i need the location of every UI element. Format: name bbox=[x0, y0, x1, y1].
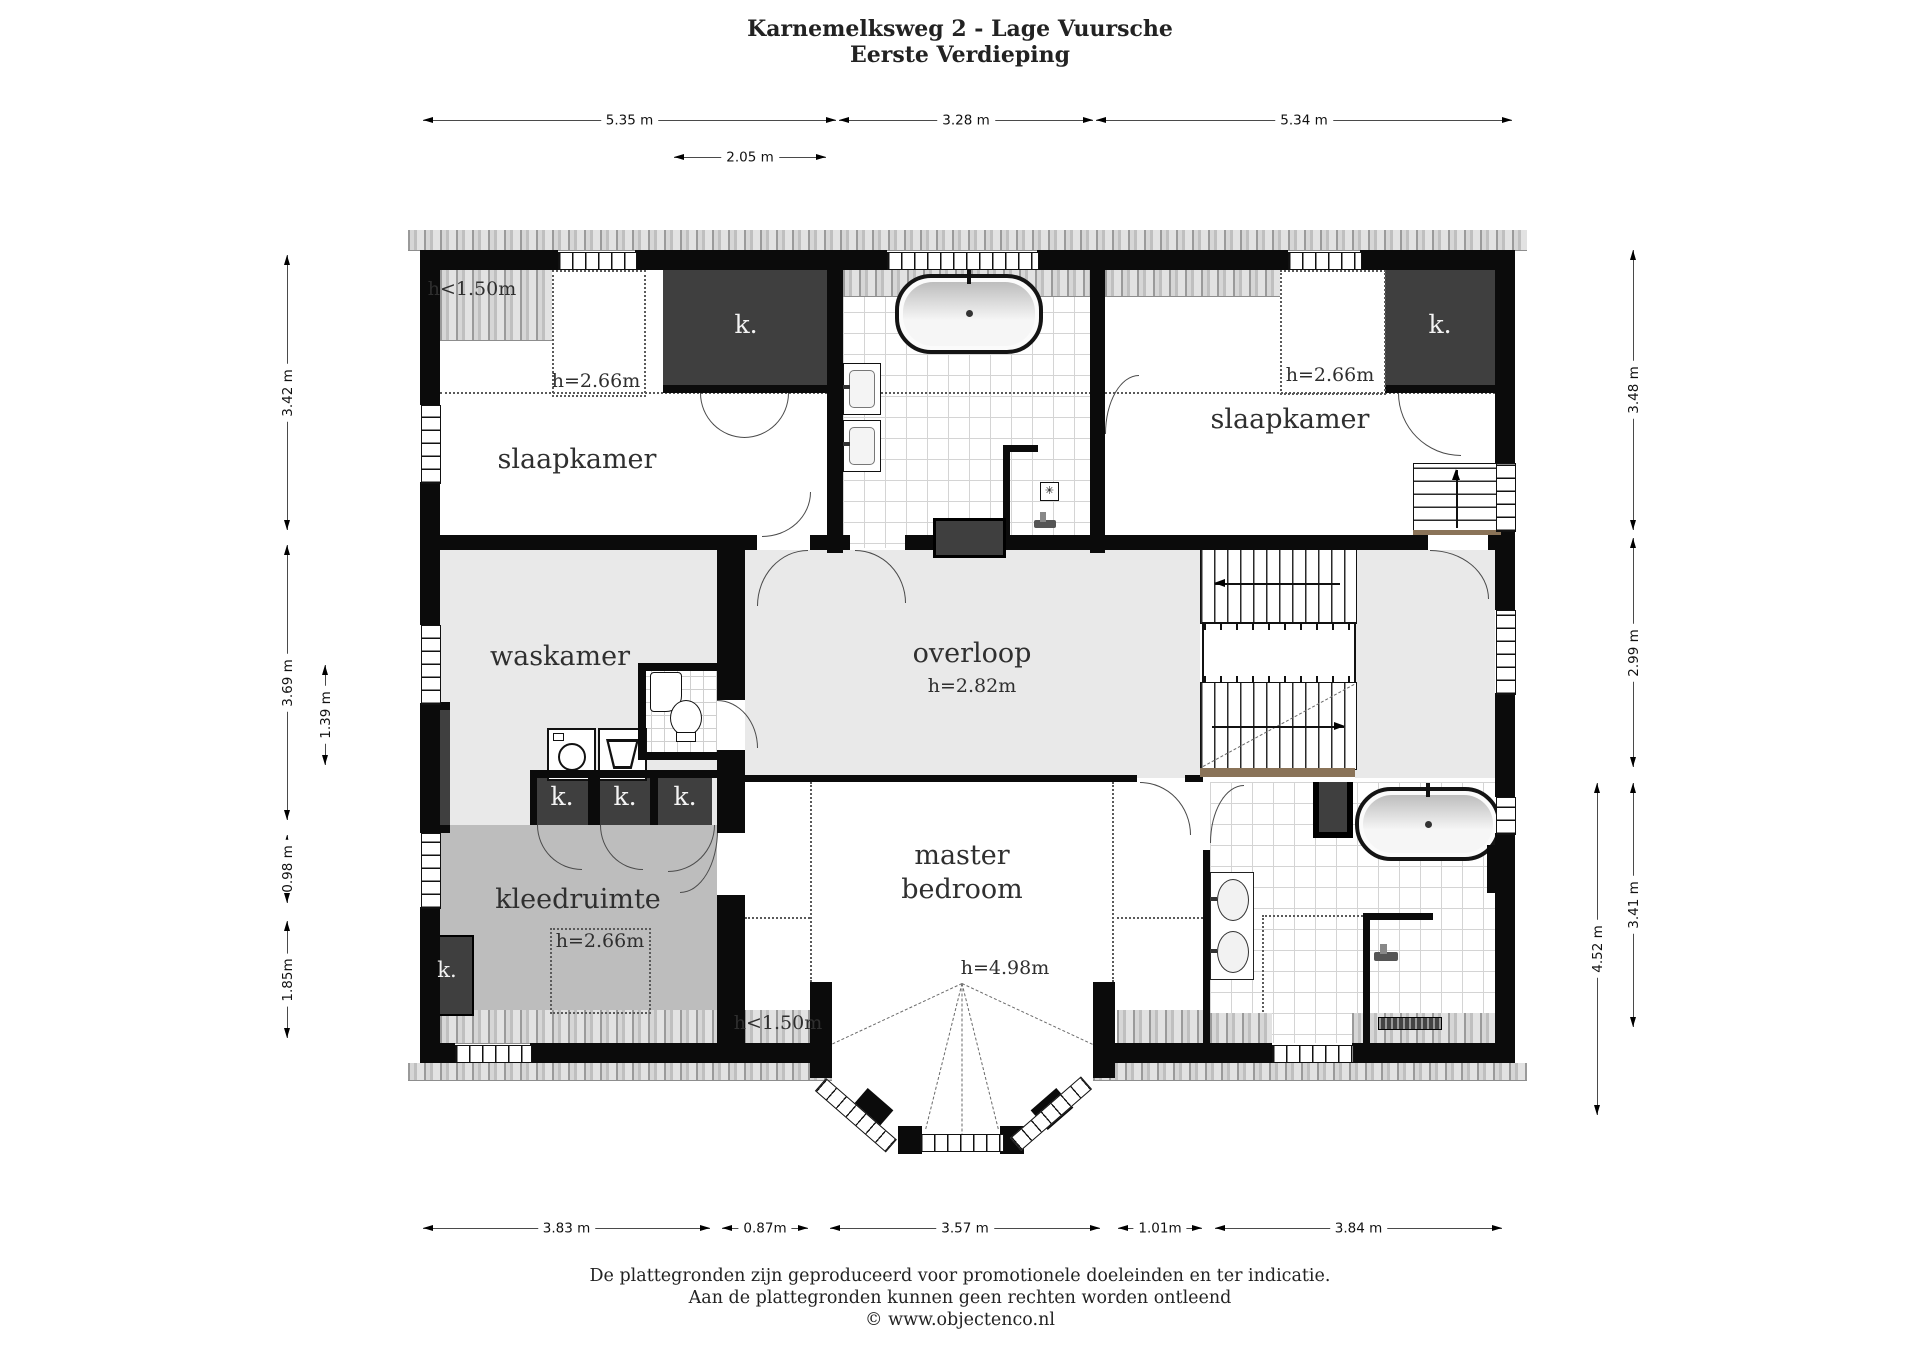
ceiling-dotted bbox=[1112, 917, 1203, 919]
window-left-1 bbox=[421, 405, 441, 484]
wall-segment bbox=[420, 482, 440, 625]
dimension-bottom-3 bbox=[830, 1220, 1100, 1237]
wall-segment bbox=[1363, 913, 1433, 920]
dimension-left-4 bbox=[280, 921, 296, 1038]
dimension-value: 2.99 m bbox=[1626, 624, 1642, 682]
closet-label: k. bbox=[673, 782, 697, 811]
window-bay-front bbox=[920, 1134, 1004, 1152]
height-label-low-top: h<1.50m bbox=[427, 278, 517, 300]
dimension-value: 4.52 m bbox=[1590, 920, 1606, 978]
wall-segment bbox=[1037, 250, 1288, 270]
washer-panel bbox=[553, 733, 564, 741]
wall-segment bbox=[810, 535, 850, 550]
window-left-2 bbox=[421, 625, 441, 705]
window-bathroom-top bbox=[887, 252, 1039, 270]
vent-fan-icon: ✳ bbox=[1040, 482, 1059, 501]
wall-segment bbox=[717, 550, 745, 700]
wall-segment bbox=[717, 750, 745, 833]
dimension-value: 1.85m bbox=[280, 953, 296, 1006]
sink-icon bbox=[843, 420, 881, 472]
landing-rail bbox=[1204, 624, 1354, 630]
wall-segment bbox=[745, 775, 1137, 782]
roof-strip-bottom-left bbox=[408, 1063, 832, 1081]
closet-label: k. bbox=[550, 782, 574, 811]
height-label-dormer-left: h=2.66m bbox=[551, 370, 641, 392]
stairs-edge bbox=[1200, 768, 1355, 777]
basin-icon bbox=[1217, 879, 1249, 921]
low-ceiling-band-bath-left bbox=[1210, 1013, 1272, 1044]
toilet-tank bbox=[676, 732, 696, 742]
room-label-master-1: master bbox=[914, 840, 1010, 871]
height-label-master: h=4.98m bbox=[960, 957, 1050, 979]
window-dormer-left bbox=[558, 252, 637, 270]
dimension-left-2 bbox=[280, 545, 296, 820]
dimension-bottom-4 bbox=[1118, 1220, 1202, 1237]
wall-segment bbox=[420, 535, 757, 550]
vanity-double-sink bbox=[1210, 872, 1254, 980]
shower-drain-icon bbox=[1378, 1017, 1442, 1030]
room-label-bedroom-left: slaapkamer bbox=[497, 444, 657, 475]
dimension-right-1 bbox=[1626, 250, 1642, 530]
wall-segment bbox=[663, 385, 827, 393]
dimension-left-3 bbox=[280, 835, 296, 903]
washer-door bbox=[558, 743, 586, 771]
ceiling-dotted bbox=[745, 917, 810, 919]
window-bottom-left bbox=[455, 1045, 532, 1063]
toilet-bowl bbox=[670, 700, 702, 736]
wall-segment bbox=[1352, 1043, 1515, 1063]
dimension-value: 2.05 m bbox=[721, 150, 779, 166]
dimension-value: 3.84 m bbox=[1330, 1221, 1388, 1237]
window-bay-right bbox=[1010, 1076, 1092, 1150]
faucet-icon bbox=[1426, 783, 1430, 797]
window-dormer-right bbox=[1288, 252, 1362, 270]
low-ceiling-band-bedroom-right bbox=[1105, 270, 1280, 297]
wall-segment bbox=[1093, 982, 1115, 1078]
dimension-value: 3.83 m bbox=[538, 1221, 596, 1237]
dimension-left-1 bbox=[280, 255, 296, 530]
dimension-bottom-2 bbox=[722, 1220, 808, 1237]
ceiling-dotted bbox=[810, 782, 812, 982]
dimension-value: 1.39 m bbox=[318, 686, 334, 744]
dimension-value: 3.42 m bbox=[280, 364, 296, 422]
wall-segment bbox=[898, 1126, 922, 1154]
height-label-dressing: h=2.66m bbox=[555, 930, 645, 952]
basin-icon bbox=[1217, 931, 1249, 973]
room-label-landing: overloop bbox=[912, 638, 1032, 669]
height-label-low-bottom: h<1.50m bbox=[733, 1012, 823, 1034]
page-title-line2: Eerste Verdieping bbox=[849, 42, 1071, 68]
roof-apex-ray bbox=[962, 984, 963, 1147]
roof-strip-top bbox=[408, 230, 1527, 251]
sink-basin bbox=[849, 427, 875, 465]
wall-segment bbox=[1487, 845, 1515, 893]
closet-label: k. bbox=[734, 310, 758, 339]
wall-segment bbox=[1488, 535, 1515, 550]
disclaimer-line2: Aan de plattegronden kunnen geen rechten worden ontleend bbox=[688, 1288, 1232, 1308]
window-right-2 bbox=[1496, 610, 1516, 695]
roof-strip-bottom-right bbox=[1093, 1063, 1527, 1081]
wall-segment bbox=[1385, 385, 1495, 393]
closet-label: k. bbox=[613, 782, 637, 811]
height-label-landing: h=2.82m bbox=[927, 675, 1017, 697]
room-label-master-2: bedroom bbox=[901, 874, 1023, 905]
dimension-value: 5.35 m bbox=[601, 113, 659, 129]
wall-segment bbox=[420, 250, 558, 270]
window-left-3 bbox=[421, 833, 441, 909]
dimension-top-1 bbox=[423, 112, 836, 129]
wall-segment bbox=[420, 250, 440, 405]
dimension-value: 0.87m bbox=[738, 1221, 791, 1237]
sink-icon bbox=[843, 363, 881, 415]
room-label-bedroom-right: slaapkamer bbox=[1210, 404, 1370, 435]
room-label-dressing: kleedruimte bbox=[495, 884, 661, 915]
wall-segment bbox=[530, 1043, 810, 1063]
window-right-1 bbox=[1496, 463, 1516, 532]
bathtub-family bbox=[895, 274, 1043, 354]
closet-label: k. bbox=[1428, 310, 1452, 339]
faucet-icon bbox=[967, 270, 971, 284]
page-title-line1: Karnemelksweg 2 - Lage Vuursche bbox=[747, 16, 1173, 42]
dimension-right-2 bbox=[1626, 538, 1642, 767]
dimension-right-3 bbox=[1626, 783, 1642, 1027]
wall-segment bbox=[421, 825, 450, 833]
disclaimer-line1: De plattegronden zijn geproduceerd voor promotionele doeleinden en ter indicatie. bbox=[589, 1266, 1331, 1286]
dimension-top-2 bbox=[839, 112, 1093, 129]
toilet-icon bbox=[668, 700, 702, 742]
wall-segment bbox=[635, 250, 887, 270]
wall-segment bbox=[1090, 270, 1105, 553]
wall-segment bbox=[420, 907, 440, 1063]
shower-mixer-icon bbox=[1040, 512, 1046, 522]
closet-label: k. bbox=[437, 958, 457, 982]
wall-segment bbox=[1203, 850, 1210, 1043]
dimension-value: 3.48 m bbox=[1626, 361, 1642, 419]
window-right-3 bbox=[1496, 797, 1516, 835]
drain-icon bbox=[1425, 821, 1432, 828]
dimension-value: 1.01m bbox=[1133, 1221, 1186, 1237]
dimension-top-3 bbox=[1096, 112, 1512, 129]
attic-stairs-arrow bbox=[1456, 470, 1458, 528]
dimension-bottom-1 bbox=[423, 1220, 710, 1237]
wall-segment bbox=[638, 752, 717, 760]
sink-basin bbox=[849, 370, 875, 408]
shower-mixer-icon bbox=[1380, 944, 1387, 954]
wall-segment bbox=[1363, 913, 1370, 1043]
window-bottom-bath bbox=[1272, 1045, 1354, 1063]
dimension-value: 5.34 m bbox=[1275, 113, 1333, 129]
room-label-laundry: waskamer bbox=[489, 641, 630, 672]
door-arc bbox=[744, 393, 789, 438]
wall-segment bbox=[827, 270, 843, 553]
wall-segment bbox=[1495, 693, 1515, 797]
dimension-bottom-5 bbox=[1215, 1220, 1502, 1237]
dimension-value: 3.41 m bbox=[1626, 876, 1642, 934]
dimension-value: 0.98 m bbox=[280, 840, 296, 898]
dimension-left-inner bbox=[318, 665, 334, 765]
niche-master-bath bbox=[1319, 782, 1347, 832]
dimension-top-inner bbox=[674, 149, 826, 166]
credit-line: © www.objectenco.nl bbox=[865, 1310, 1055, 1330]
stairs-up-arrow bbox=[1215, 583, 1340, 585]
fireplace-block bbox=[933, 518, 1006, 558]
bathtub-master bbox=[1355, 787, 1501, 861]
dimension-value: 3.69 m bbox=[280, 654, 296, 712]
wall-segment bbox=[1115, 1043, 1272, 1063]
wall-segment bbox=[420, 1043, 455, 1063]
dimension-value: 3.28 m bbox=[937, 113, 995, 129]
ceiling-dotted bbox=[1112, 782, 1114, 982]
stairs-landing bbox=[1202, 622, 1356, 684]
wall-segment bbox=[638, 663, 646, 760]
wall-segment bbox=[420, 703, 440, 833]
wall-segment bbox=[1495, 250, 1515, 463]
wall-segment bbox=[1360, 250, 1515, 270]
low-ceiling-band-bottom-mid bbox=[1117, 1010, 1203, 1044]
dimension-value: 3.57 m bbox=[936, 1221, 994, 1237]
ceiling-dotted bbox=[1262, 915, 1363, 917]
wall-segment bbox=[530, 770, 717, 778]
attic-stairs-edge bbox=[1413, 530, 1501, 535]
door-arc bbox=[762, 492, 811, 537]
dimension-right-inner bbox=[1590, 783, 1606, 1115]
stairs-down-arrow bbox=[1212, 726, 1344, 728]
height-label-dormer-right: h=2.66m bbox=[1285, 364, 1375, 386]
